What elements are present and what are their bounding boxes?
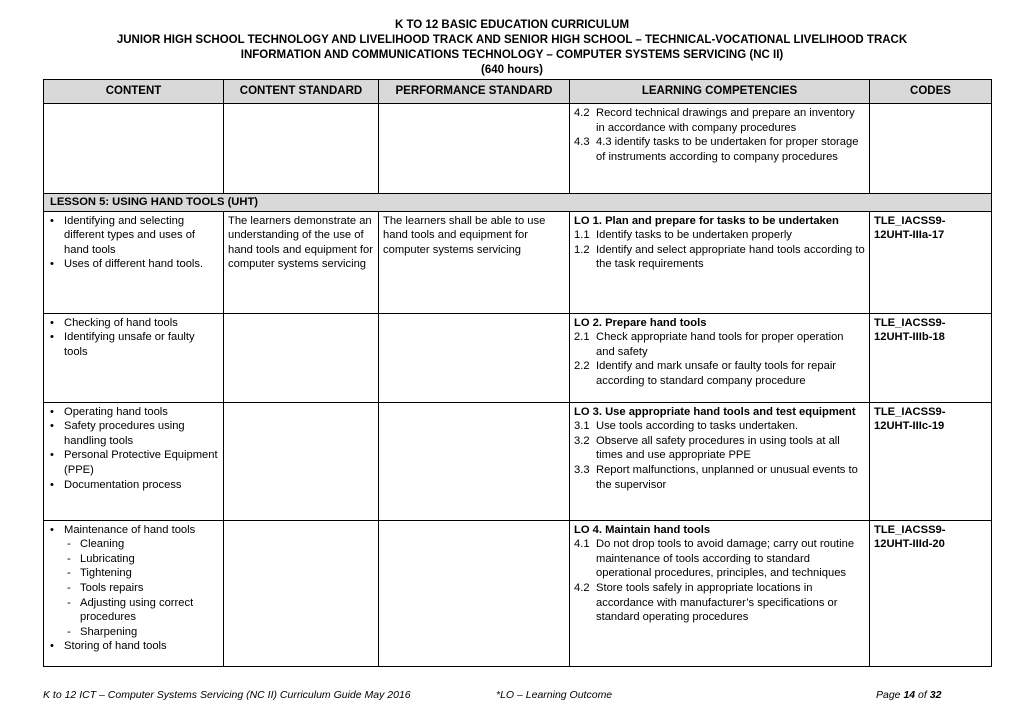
competency-item: 2.1 Check appropriate hand tools for proper operation and safety [574,331,844,358]
col-header-learning-competencies: LEARNING COMPETENCIES [570,80,870,104]
content-standard-cell: The learners demonstrate an understanding of the use of hand tools and equipment for computer systems servicing [224,211,379,313]
footer-guide-title: K to 12 ICT – Computer Systems Servicing (NC II) Curriculum Guide May 2016 [43,689,411,701]
col-header-performance-standard: PERFORMANCE STANDARD [379,80,570,104]
col-header-content-standard: CONTENT STANDARD [224,80,379,104]
competencies-cell [570,211,870,313]
list-item: • Checking of hand tools [48,316,219,331]
page-number: Page 14 of 32 [876,689,942,701]
learning-outcome: LO 2. Prepare hand tools [574,316,707,329]
list-item: • Personal Protective Equipment (PPE) [48,448,219,477]
list-item: • Maintenance of hand tools - Cleaning - Lubricating - Tightening - Tools repairs - Adjusting using correct procedures - Sharpening [48,523,219,640]
table-row [44,402,992,520]
code-cell: TLE_IACSS9- 12UHT-IIIc-19 [870,402,992,520]
sub-list-item: - Sharpening [64,625,219,640]
list-item: • Identifying unsafe or faulty tools [48,330,219,359]
content-cell [44,211,224,313]
competency-item: 3.3 Report malfunctions, unplanned or unusual events to the supervisor [574,463,858,491]
table-row [44,520,992,666]
doc-subtitle-course: INFORMATION AND COMMUNICATIONS TECHNOLOGY – COMPUTER SYSTEMS SERVICING (NC II) [240,49,784,61]
performance-standard-cell: The learners shall be able to use hand tools and equipment for computer systems servicing [379,211,570,313]
code-cell: TLE_IACSS9- 12UHT-IIId-20 [870,520,992,666]
sub-list-item: - Cleaning [64,537,219,552]
list-item: • Uses of different hand tools. [48,257,219,272]
competency-item: 4.3 4.3 identify tasks to be undertaken for proper storage of instruments according to company procedures [574,136,859,163]
col-header-content: CONTENT [44,80,224,104]
learning-outcome: LO 4. Maintain hand tools [574,523,711,536]
competency-item: 1.1 Identify tasks to be undertaken properly [574,229,792,242]
sub-list-item: - Tools repairs [64,581,219,596]
list-item: • Documentation process [48,478,219,493]
curriculum-table [43,79,992,667]
doc-hours: (640 hours) [481,64,543,76]
list-item: • Identifying and selecting different types and uses of hand tools [48,214,219,258]
learning-outcome: LO 1. Plan and prepare for tasks to be undertaken [574,214,839,227]
content-cell [44,402,224,520]
table-row [44,211,992,313]
competency-item: 3.1 Use tools according to tasks undertaken. [574,420,799,433]
lesson-title: LESSON 5: USING HAND TOOLS (UHT) [44,194,992,212]
sub-list-item: - Adjusting using correct procedures [64,596,219,625]
lesson-row [44,194,992,212]
competencies-cell [570,402,870,520]
sub-list-item: - Tightening [64,566,219,581]
carryover-competencies [570,104,870,194]
competency-item: 4.1 Do not drop tools to avoid damage; carry out routine maintenance of tools according to standard operational procedures, principles, and techniques [574,538,855,580]
content-cell [44,520,224,666]
list-item: • Operating hand tools [48,405,219,420]
competency-item: 4.2 Record technical drawings and prepare an inventory in accordance with company procedures [574,107,855,134]
content-cell [44,313,224,402]
table-row [44,313,992,402]
list-item: • Safety procedures using handling tools [48,419,219,448]
competency-item: 3.2 Observe all safety procedures in using tools at all times and use appropriate PPE [574,434,840,462]
code-cell: TLE_IACSS9- 12UHT-IIIb-18 [870,313,992,402]
doc-subtitle-track: JUNIOR HIGH SCHOOL TECHNOLOGY AND LIVELIHOOD TRACK AND SENIOR HIGH SCHOOL – TECHNICAL-VOCATIONAL LIVELIHOOD TRACK [116,34,908,46]
competency-item: 2.2 Identify and mark unsafe or faulty tools for repair according to standard company procedure [574,360,837,387]
table-header-row [44,80,992,104]
col-header-codes: CODES [870,80,992,104]
competency-item: 1.2 Identify and select appropriate hand tools according to the task requirements [574,243,865,271]
doc-title: K TO 12 BASIC EDUCATION CURRICULUM [394,19,630,31]
sub-list-item: - Lubricating [64,552,219,567]
list-item: • Storing of hand tools [48,639,219,654]
competencies-cell [570,313,870,402]
code-cell: TLE_IACSS9- 12UHT-IIIa-17 [870,211,992,313]
footer-lo-note: *LO – Learning Outcome [496,689,613,701]
competencies-cell [570,520,870,666]
learning-outcome: LO 3. Use appropriate hand tools and test equipment [574,405,856,418]
competency-item: 4.2 Store tools safely in appropriate locations in accordance with manufacturer’s specifications or standard operating procedures [574,581,838,624]
carryover-row [44,104,992,194]
